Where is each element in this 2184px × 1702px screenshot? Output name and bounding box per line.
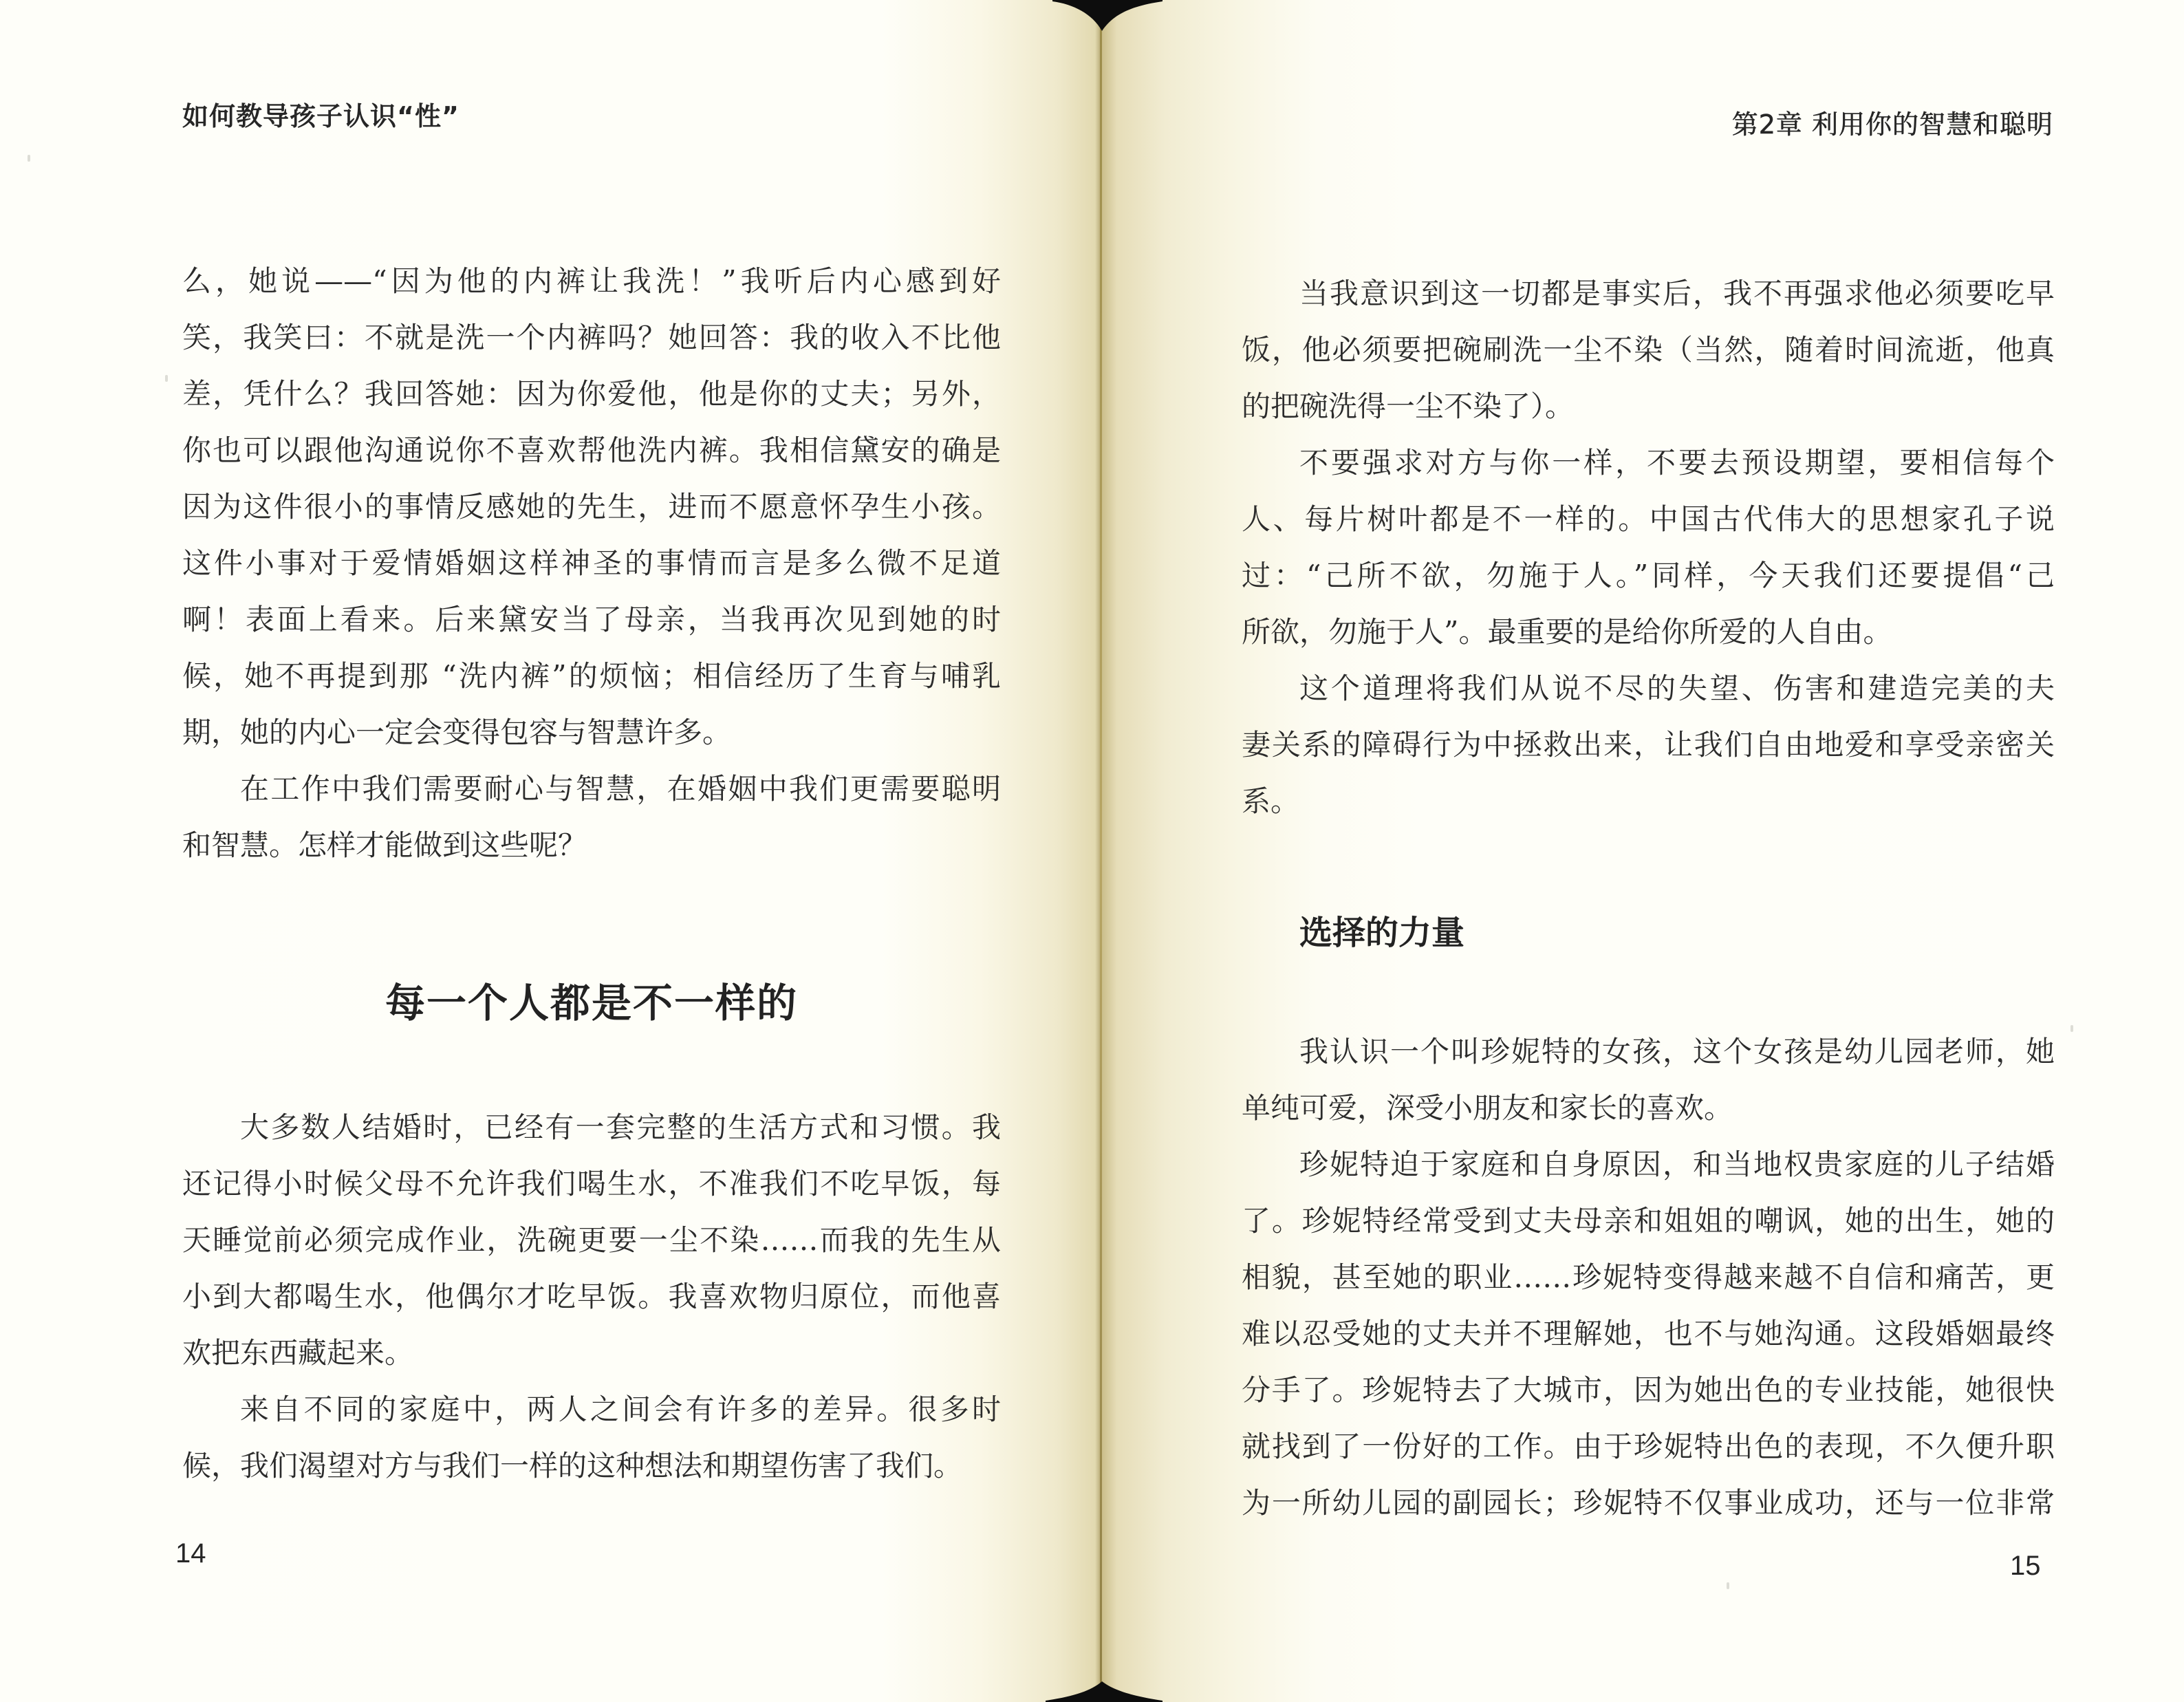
text-line: 过：“己所不欲，勿施于人。”同样，今天我们还要提倡“己	[1242, 559, 2055, 592]
book-spine-gutter	[1100, 28, 1102, 1685]
paragraph	[1242, 1137, 2055, 1531]
text-line: 分手了。珍妮特去了大城市，因为她出色的专业技能，她很快	[1242, 1373, 2055, 1407]
text-line: 天睡觉前必须完成作业，洗碗更要一尘不染……而我的先生从	[182, 1223, 1001, 1257]
section-heading: 选择的力量	[1299, 914, 1465, 952]
text-line: 这件小事对于爱情婚姻这样神圣的事情而言是多么微不足道	[182, 546, 1001, 580]
text-line: 候，我们渴望对方与我们一样的这种想法和期望伤害了我们。	[182, 1449, 963, 1483]
text-line: 么，她说——“因为他的内裤让我洗！”我听后内心感到好	[182, 264, 1001, 298]
text-line: 还记得小时候父母不允许我们喝生水，不准我们不吃早饭，每	[182, 1167, 1001, 1200]
paragraph	[1242, 1024, 2055, 1137]
paragraph	[182, 761, 1001, 874]
text-line: 期，她的内心一定会变得包容与智慧许多。	[182, 715, 732, 749]
text-line: 当我意识到这一切都是事实后，我不再强求他必须要吃早	[1299, 277, 2055, 310]
text-line: 为一所幼儿园的副园长；珍妮特不仅事业成功，还与一位非常	[1242, 1486, 2055, 1520]
text-line: 珍妮特迫于家庭和自身原因，和当地权贵家庭的儿子结婚	[1299, 1148, 2055, 1181]
scan-speck	[165, 375, 168, 382]
text-line: 就找到了一份好的工作。由于珍妮特出色的表现，不久便升职	[1242, 1430, 2055, 1463]
binding-bottom-edge	[1046, 1681, 1163, 1702]
text-line: 相貌，甚至她的职业……珍妮特变得越来越不自信和痛苦，更	[1242, 1260, 2055, 1294]
text-line: 妻关系的障碍行为中拯救出来，让我们自由地爱和享受亲密关	[1242, 728, 2055, 762]
paragraph	[182, 1099, 1001, 1381]
text-line: 的把碗洗得一尘不染了）。	[1242, 389, 1575, 423]
text-line: 所欲，勿施于人”。最重要的是给你所爱的人自由。	[1242, 615, 1892, 649]
paragraph	[182, 253, 1001, 761]
text-line: 单纯可爱，深受小朋友和家长的喜欢。	[1242, 1091, 1733, 1125]
text-line: 欢把东西藏起来。	[182, 1336, 414, 1370]
text-line: 难以忍受她的丈夫并不理解她，也不与她沟通。这段婚姻最终	[1242, 1317, 2055, 1350]
left-page-body	[182, 253, 1001, 1494]
section-heading: 每一个人都是不一样的	[385, 980, 798, 1026]
running-header-chapter-title: 第2章 利用你的智慧和聪明	[1731, 109, 2053, 140]
scan-speck	[1727, 1582, 1729, 1589]
binding-top-edge	[1052, 0, 1163, 31]
text-line: 因为这件很小的事情反感她的先生，进而不愿意怀孕生小孩。	[182, 490, 1001, 524]
text-line: 小到大都喝生水，他偶尔才吃早饭。我喜欢物归原位，而他喜	[182, 1280, 1001, 1313]
text-line: 饭，他必须要把碗刷洗一尘不染（当然，随着时间流逝，他真	[1242, 333, 2055, 367]
running-header-book-title: 如何教导孩子认识“性”	[182, 101, 459, 131]
text-line: 了。珍妮特经常受到丈夫母亲和姐姐的嘲讽，她的出生，她的	[1242, 1204, 2055, 1238]
text-line: 候，她不再提到那 “洗内裤”的烦恼；相信经历了生育与哺乳	[182, 659, 1001, 693]
text-line: 笑，我笑曰：不就是洗一个内裤吗？她回答：我的收入不比他	[182, 321, 1001, 354]
text-line: 啊！表面上看来。后来黛安当了母亲，当我再次见到她的时	[182, 603, 1001, 636]
text-line: 你也可以跟他沟通说你不喜欢帮他洗内裤。我相信黛安的确是	[182, 433, 1001, 467]
text-line: 我认识一个叫珍妮特的女孩，这个女孩是幼儿园老师，她	[1299, 1035, 2055, 1068]
text-line: 系。	[1242, 784, 1300, 818]
text-line: 不要强求对方与你一样，不要去预设期望，要相信每个	[1299, 446, 2055, 480]
text-line: 大多数人结婚时，已经有一套完整的生活方式和习惯。我	[240, 1110, 1001, 1144]
page-number: 14	[175, 1538, 206, 1569]
paragraph	[1242, 435, 2055, 660]
text-line: 来自不同的家庭中，两人之间会有许多的差异。很多时	[240, 1392, 1001, 1426]
text-line: 在工作中我们需要耐心与智慧，在婚姻中我们更需要聪明	[240, 772, 1001, 806]
paragraph	[1242, 660, 2055, 830]
page-number: 15	[2010, 1551, 2041, 1581]
text-line: 差，凭什么？我回答她：因为你爱他，他是你的丈夫；另外，	[182, 377, 1001, 411]
text-line: 和智慧。怎样才能做到这些呢？	[182, 828, 587, 862]
paragraph	[182, 1381, 1001, 1494]
right-page-body	[1242, 266, 2055, 1531]
scan-speck	[28, 155, 30, 162]
scan-speck	[2071, 1025, 2073, 1032]
paragraph	[1242, 266, 2055, 435]
text-line: 这个道理将我们从说不尽的失望、伤害和建造完美的夫	[1299, 671, 2055, 705]
right-page	[1101, 0, 2184, 1702]
text-line: 人、每片树叶都是不一样的。中国古代伟大的思想家孔子说	[1242, 502, 2055, 536]
